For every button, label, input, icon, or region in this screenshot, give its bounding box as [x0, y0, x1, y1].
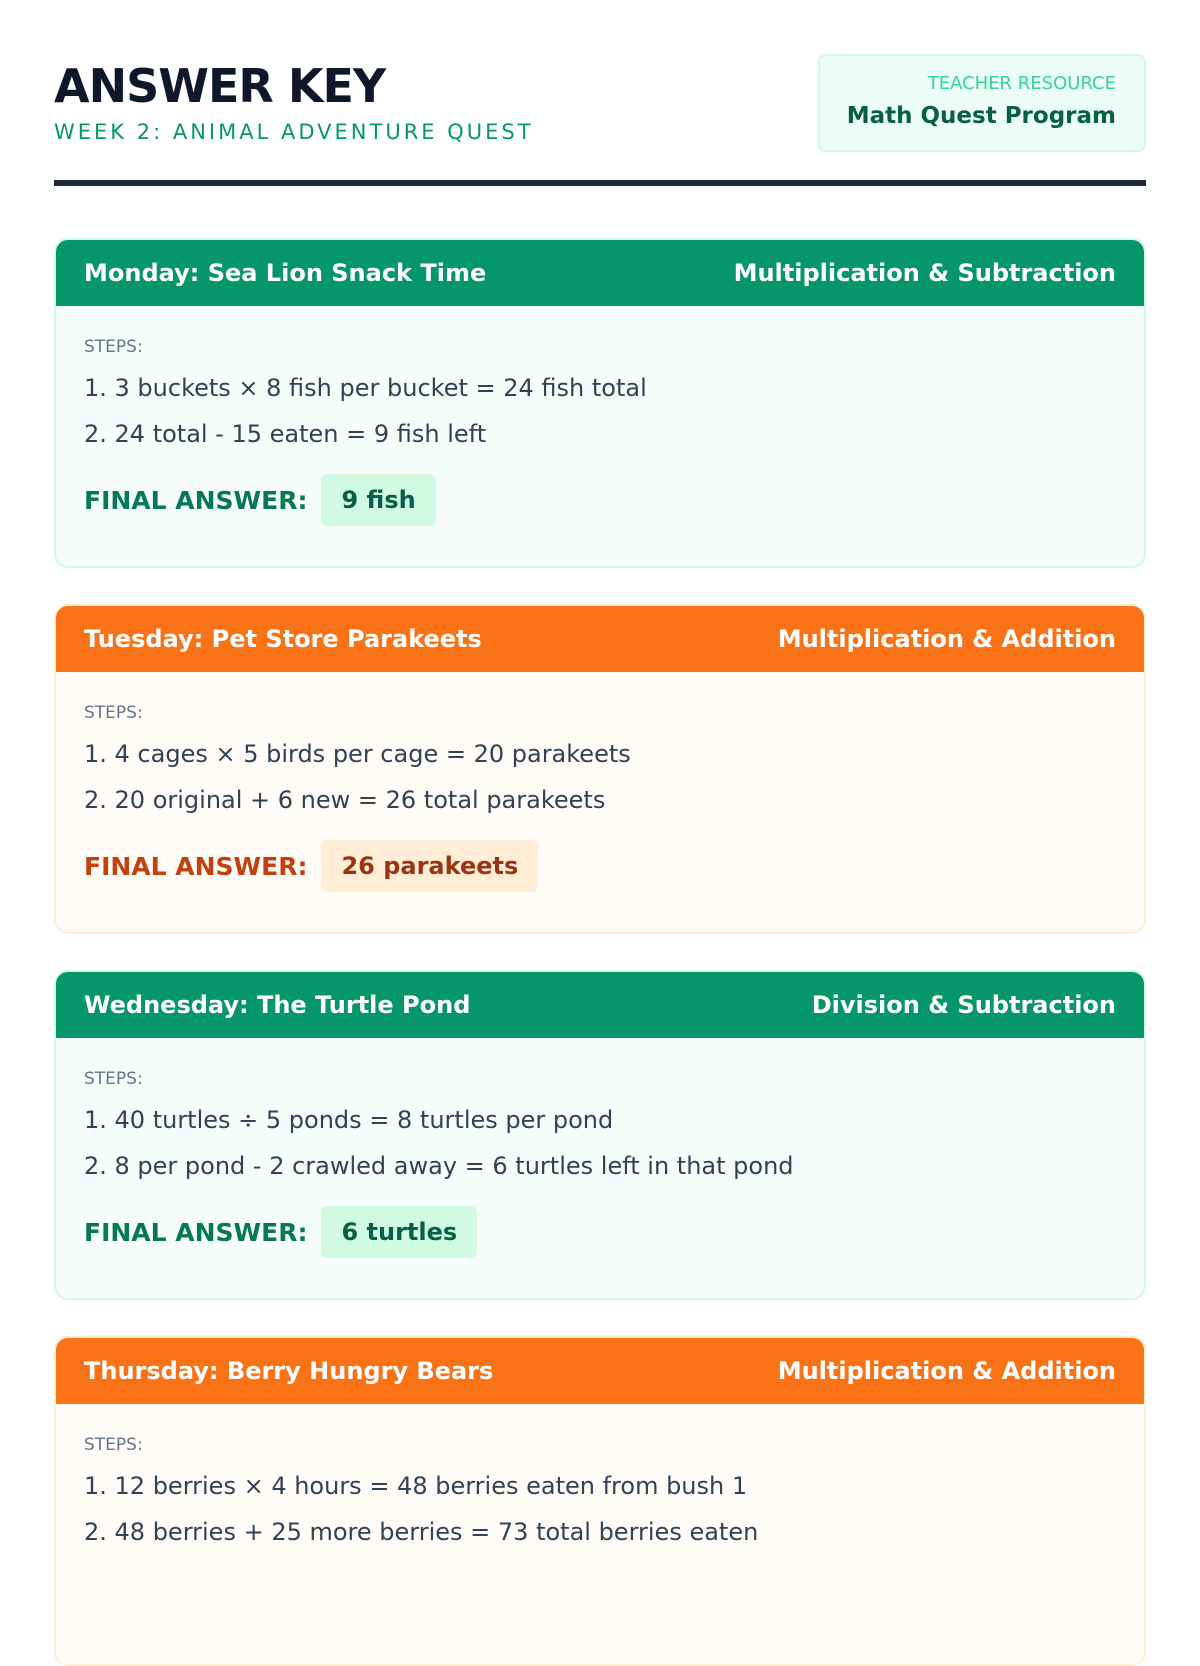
final-answer-value: 26 parakeets: [321, 840, 538, 892]
card-header: [56, 606, 1144, 672]
resource-label: TEACHER RESOURCE: [927, 73, 1116, 94]
final-answer-label: FINAL ANSWER:: [84, 485, 308, 515]
step-1: 1. 3 buckets × 8 fish per bucket = 24 fish total: [84, 374, 647, 402]
card-title: Wednesday: The Turtle Pond: [84, 991, 471, 1019]
card-operation: Division & Subtraction: [811, 991, 1116, 1019]
final-answer-value: 6 turtles: [321, 1206, 477, 1258]
problem-card-tuesday: [54, 604, 1146, 934]
step-1: 1. 12 berries × 4 hours = 48 berries eaten from bush 1: [84, 1472, 748, 1500]
header-divider: [54, 180, 1146, 186]
final-answer-value: 9 fish: [321, 474, 435, 526]
step-2: 2. 24 total - 15 eaten = 9 fish left: [84, 420, 487, 448]
final-answer-row: [84, 840, 1116, 892]
final-answer-row: [84, 1206, 1116, 1258]
page-header: [54, 0, 1146, 186]
card-title: Monday: Sea Lion Snack Time: [84, 259, 487, 287]
card-title: Thursday: Berry Hungry Bears: [84, 1357, 494, 1385]
card-body: [56, 1404, 1144, 1548]
page-title: ANSWER KEY: [54, 59, 386, 113]
card-body: [56, 672, 1144, 892]
card-title: Tuesday: Pet Store Parakeets: [84, 625, 482, 653]
card-header: [56, 1338, 1144, 1404]
card-header: [56, 240, 1144, 306]
card-header: [56, 972, 1144, 1038]
problem-card-monday: [54, 238, 1146, 568]
card-operation: Multiplication & Addition: [777, 625, 1116, 653]
steps-label: STEPS:: [84, 337, 143, 357]
steps-label: STEPS:: [84, 1435, 143, 1455]
step-2: 2. 8 per pond - 2 crawled away = 6 turtles left in that pond: [84, 1152, 794, 1180]
step-2: 2. 48 berries + 25 more berries = 73 total berries eaten: [84, 1518, 759, 1546]
card-body: [56, 1038, 1144, 1258]
card-body: [56, 306, 1144, 526]
step-1: 1. 40 turtles ÷ 5 ponds = 8 turtles per pond: [84, 1106, 614, 1134]
steps-label: STEPS:: [84, 1069, 143, 1089]
steps-label: STEPS:: [84, 703, 143, 723]
final-answer-label: FINAL ANSWER:: [84, 1217, 308, 1247]
teacher-resource-badge: [818, 54, 1146, 152]
step-2: 2. 20 original + 6 new = 26 total parakeets: [84, 786, 606, 814]
resource-program-name: Math Quest Program: [846, 103, 1116, 129]
page-subtitle: WEEK 2: ANIMAL ADVENTURE QUEST: [54, 120, 534, 144]
card-operation: Multiplication & Subtraction: [733, 259, 1116, 287]
final-answer-row: [84, 474, 1116, 526]
problem-card-thursday: [54, 1336, 1146, 1666]
problem-card-wednesday: [54, 970, 1146, 1300]
final-answer-label: FINAL ANSWER:: [84, 851, 308, 881]
step-1: 1. 4 cages × 5 birds per cage = 20 parakeets: [84, 740, 631, 768]
card-operation: Multiplication & Addition: [777, 1357, 1116, 1385]
